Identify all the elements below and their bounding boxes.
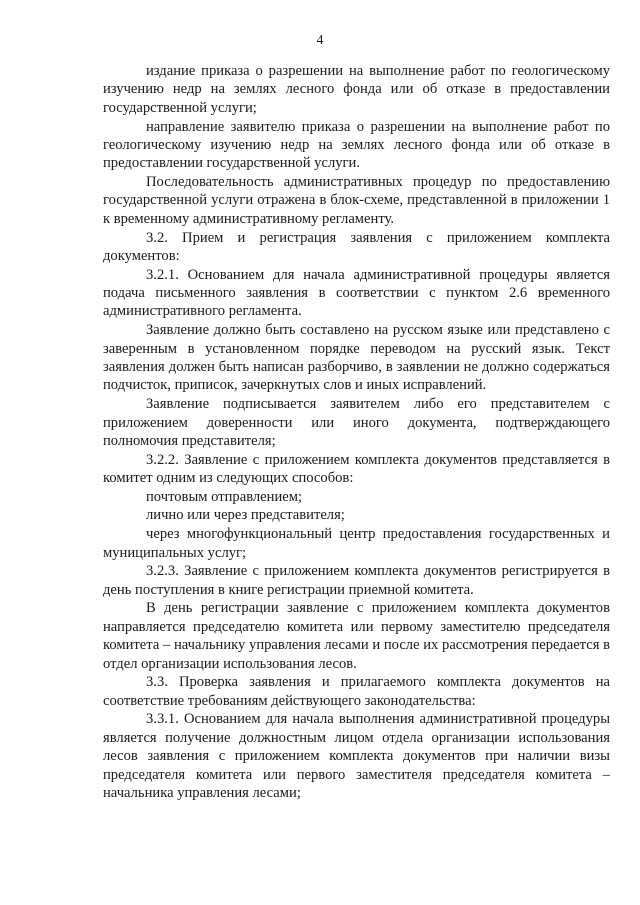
paragraph-3-3-1: 3.3.1. Основанием для начала выполнения административной процедуры является получение должностным лицом отдела организации использования лесов заявления с приложением комплекта документов при наличии визы председателя комитета или первого заместителя председателя комитета – начальника управления лесами;: [103, 711, 610, 801]
paragraph-order-delivery: направление заявителю приказа о разрешении на выполнение работ по геологическому изучению недр на землях лесного фонда или об отказе в предоставлении государственной услуги.: [103, 118, 610, 172]
list-item-by-mail: почтовым отправлением;: [146, 488, 303, 505]
list-item-in-person: лично или через представителя;: [146, 507, 345, 524]
section-3-3-heading: 3.3. Проверка заявления и прилагаемого комплекта документов на соответствие требованиям действующего законодательства:: [103, 674, 610, 709]
page-number: 4: [316, 33, 324, 48]
paragraph-3-2-2: 3.2.2. Заявление с приложением комплекта документов представляется в комитет одним из следующих способов:: [103, 451, 610, 487]
paragraph-3-2-3: 3.2.3. Заявление с приложением комплекта документов регистрируется в день поступления в книге регистрации приемной комитета.: [103, 563, 610, 598]
paragraph-registration-day: В день регистрации заявление с приложением комплекта документов направляется председателю комитета или первому заместителю председателя комитета – начальнику управления лесами и после их рассмотрения передается в отдел организации использования лесов.: [103, 600, 610, 672]
paragraph-procedure-sequence: Последовательность административных процедур по предоставлению государственной услуги отражена в блок-схеме, представленной в приложении 1 к временному административному регламенту.: [103, 174, 610, 227]
section-3-2-heading: 3.2. Прием и регистрация заявления с приложением комплекта документов:: [103, 229, 610, 264]
paragraph-order-issuance: издание приказа о разрешении на выполнение работ по геологическому изучению недр на землях лесного фонда или об отказе в предоставлении государственной услуги;: [103, 63, 610, 116]
document-body: [103, 62, 610, 802]
paragraph-application-signature: Заявление подписывается заявителем либо его представителем с приложением доверенности или иного документа, подтверждающего полномочия представителя;: [103, 396, 610, 449]
paragraph-application-language: Заявление должно быть составлено на русском языке или представлено с заверенным в установленном порядке переводом на русский язык. Текст заявления должен быть написан разборчиво, в заявлении не должно содержаться подчисток, приписок, зачеркнутых слов и иных исправлений.: [103, 322, 610, 394]
list-item-mfc: через многофункциональный центр предоставления государственных и муниципальных услуг;: [103, 526, 610, 561]
paragraph-3-2-1: 3.2.1. Основанием для начала административной процедуры является подача письменного заявления в соответствии с пунктом 2.6 временного административного регламента.: [103, 266, 610, 320]
